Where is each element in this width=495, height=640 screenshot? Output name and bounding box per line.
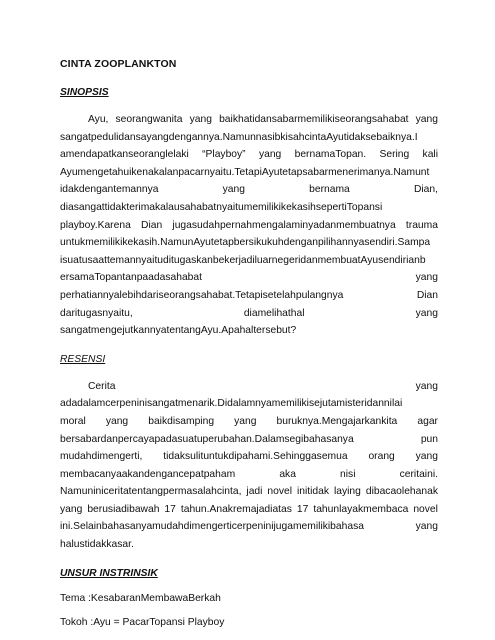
tema-line: Tema :KesabaranMembawaBerkah [60, 592, 221, 604]
text-word: 17 [164, 503, 176, 515]
text-word: amendapatkanseoranglelaki [60, 149, 189, 161]
text-word: yang [415, 451, 438, 463]
text-word: yang [234, 415, 257, 427]
sinopsis-line [60, 129, 438, 147]
text-word: kali [422, 149, 438, 161]
sinopsis-line [60, 199, 438, 217]
text-word: ceritaini. [399, 468, 438, 480]
text-word: ersamaTopantanpaadasahabat [60, 272, 202, 284]
text-word: seorangwanita [115, 114, 183, 125]
text-word: Dian [141, 219, 163, 231]
text-word: yang [415, 380, 438, 392]
resensi-line [60, 518, 438, 536]
text-word: idakdengantemannya [60, 184, 159, 196]
text-word: Ayumengetahuikenakalanpacarnyaitu.TetapiAyutetapsabarmenerimanya.Namunt [60, 166, 430, 178]
sinopsis-line [60, 164, 438, 182]
text-word: yang [60, 503, 83, 515]
text-word: sangatmengejutkannyatentangAyu.Apahaltersebut? [60, 325, 297, 337]
sinopsis-line [60, 322, 438, 340]
sinopsis-line [60, 146, 438, 164]
resensi-line [60, 378, 438, 396]
resensi-line [60, 501, 438, 519]
text-word: tahunlayakmembaca [313, 503, 409, 515]
resensi-line [60, 395, 438, 413]
text-word: jugasudahpernahmengalaminyadanmembuatnya [172, 219, 396, 231]
resensi-line [60, 413, 438, 431]
text-word: Sering [379, 149, 410, 161]
text-word: Cerita [88, 380, 116, 392]
text-word: bersabardanpercayapadasuatuperubahan.Dalamsegibahasanya [60, 433, 354, 445]
text-word: “Playboy” [202, 149, 246, 161]
text-word: dibacaolehanak [365, 486, 438, 498]
text-word: baikhatidansabarmemilikiseorangsahabat [219, 114, 409, 125]
text-word: yang [415, 521, 438, 533]
document-page [60, 58, 438, 640]
sinopsis-line [60, 287, 438, 305]
resensi-line [60, 466, 438, 484]
text-word: bernamaTopan. [294, 149, 367, 161]
text-word: yang [415, 307, 438, 319]
text-word: jadi [246, 486, 263, 498]
sinopsis-line [60, 252, 438, 270]
text-word: trauma [405, 219, 438, 231]
text-word: untukmemilikikekasih.NamunAyutetapbersikukuhdenganpilihannyasendiri.Sampa [60, 237, 431, 249]
text-word: yang [415, 272, 438, 284]
text-word: moral [60, 415, 86, 427]
tokoh-line: Tokoh :Ayu = PacarTopansi Playboy [60, 616, 225, 628]
text-word: isuatusaattemannyaituditugaskanbekerjadiluarnegeridanmembuatAyusendirianb [60, 254, 426, 266]
text-word: Dian, [413, 184, 438, 196]
text-word: ini.Selainbahasanyamudahdimengerticerpeninijugamemilikibahasa [60, 521, 364, 533]
text-word: yang [258, 149, 282, 161]
resensi-line [60, 448, 438, 466]
document-title: CINTA ZOOPLANKTON [60, 58, 177, 70]
text-word: initidak [296, 486, 330, 498]
text-word: orang [368, 451, 395, 463]
text-word: yang [105, 415, 129, 427]
text-word: novel [267, 486, 293, 498]
resensi-line [60, 483, 438, 501]
text-word: tahun.Anakremajadiatas [180, 503, 292, 515]
text-word: diamelihathal [243, 307, 305, 319]
text-word: novel [413, 503, 438, 515]
text-word: Dian [416, 289, 438, 301]
text-word: Ayu, [88, 114, 109, 125]
text-word: nisi [340, 468, 356, 480]
text-word: baikdisamping [148, 415, 215, 427]
text-word: buruknya.Mengajarkankita [276, 415, 398, 427]
text-word: diasangattidakterimakalausahabatnyaitumemilikikekasihsepertiTopansi [60, 201, 383, 213]
sinopsis-line [60, 305, 438, 323]
text-word: sangatpedulidansayangdengannya.NamunnasibkisahcintaAyutidaksebaiknya.I [60, 131, 418, 143]
sinopsis-line [60, 111, 438, 129]
resensi-line [60, 536, 438, 554]
text-word: bernama [309, 184, 350, 196]
text-word: perhatiannyalebihdariseorangsahabat.Tetapisetelahpulangnya [60, 289, 344, 301]
sinopsis-heading: SINOPSIS [60, 87, 109, 98]
text-word: mudahdimengerti, [60, 451, 143, 463]
unsur-intrinsik-heading: UNSUR INSTRINSIK [60, 567, 158, 579]
resensi-heading: RESENSI [60, 353, 106, 365]
resensi-line [60, 431, 438, 449]
text-word: berusiadibawah [87, 503, 160, 515]
sinopsis-line [60, 217, 438, 235]
text-word: pun [420, 433, 438, 445]
text-word: yang [222, 184, 245, 196]
sinopsis-line [60, 269, 438, 287]
text-word: membacanyaakandengancepatpaham [60, 468, 236, 480]
resensi-paragraph [60, 378, 438, 554]
text-word: tidaksulituntukdipahami.Sehinggasemua [163, 451, 348, 463]
text-word: playboy.Karena [60, 219, 131, 231]
sinopsis-line [60, 234, 438, 252]
text-word: 17 [296, 503, 309, 515]
text-word: yang [189, 114, 212, 125]
text-word: daritugasnyaitu, [60, 307, 133, 319]
text-word: yang [415, 114, 438, 125]
sinopsis-paragraph [60, 111, 438, 340]
text-word: aka [279, 468, 296, 480]
text-word: laying [333, 486, 361, 498]
text-word: Namuniniceritatentangpermasalahcinta, [60, 486, 242, 498]
sinopsis-line [60, 181, 438, 199]
text-word: agar [417, 415, 438, 427]
text-word: halustidakkasar. [60, 539, 134, 551]
text-word: adadalamcerpeninisangatmenarik.Didalamnyamemilikisejutamisteridannilai [60, 398, 403, 410]
